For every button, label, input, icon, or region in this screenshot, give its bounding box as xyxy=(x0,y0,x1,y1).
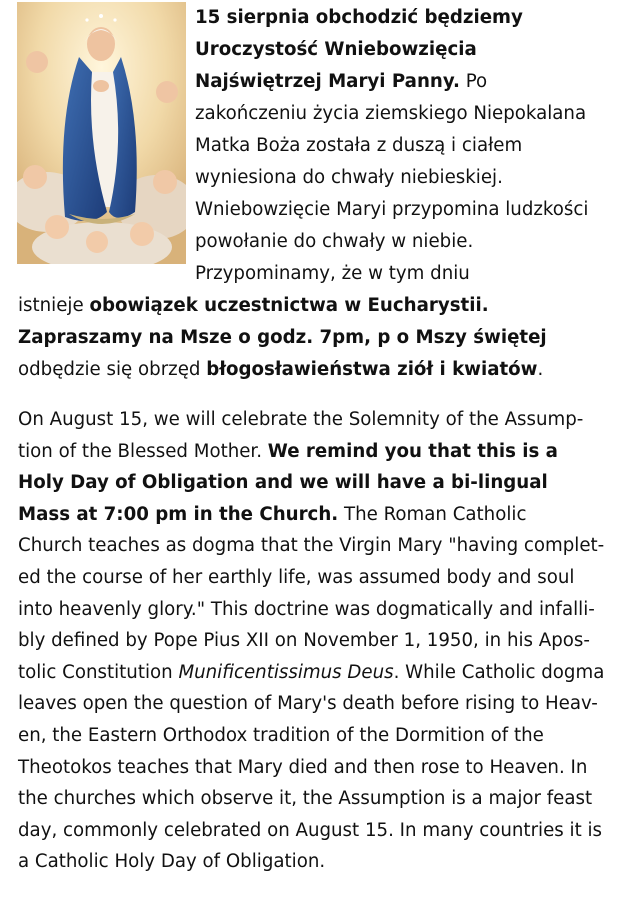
polish-line: Uroczystość Wniebowzięcia xyxy=(195,39,477,60)
polish-line: powołanie do chwały w niebie. xyxy=(195,231,474,252)
assumption-of-mary-painting xyxy=(17,2,186,264)
obligation-notice: We remind you that this is a xyxy=(267,440,558,462)
blessing-notice: błogosławieństwa ziół i kwiatów xyxy=(206,359,538,380)
english-line xyxy=(18,436,628,468)
english-text: . While Catholic dogma xyxy=(393,661,605,683)
english-line: en, the Eastern Orthodox tradition of the Dormition of the xyxy=(18,724,544,746)
polish-line: Matka Boża została z duszą i ciałem xyxy=(195,135,523,156)
english-text: The Roman Catholic xyxy=(338,503,527,525)
mass-time-notice: Mass at 7:00 pm in the Church. xyxy=(18,503,339,525)
english-line: leaves open the question of Mary's death before rising to Heav- xyxy=(18,693,598,715)
english-text: tolic Constitution xyxy=(18,661,179,683)
english-text: tion of the Blessed Mother. xyxy=(18,440,268,462)
english-line: the churches which observe it, the Assumption is a major feast xyxy=(18,788,593,810)
polish-text: Po xyxy=(459,71,488,92)
polish-line: wyniesiona do chwały niebieskiej. xyxy=(195,167,503,188)
virgin-mary-icon xyxy=(17,2,186,264)
english-line: Church teaches as dogma that the Virgin Mary "having complet- xyxy=(18,535,605,557)
polish-line: zakończeniu życia ziemskiego Niepokalana xyxy=(195,103,587,124)
polish-text: istnieje xyxy=(18,295,90,316)
obligation-notice: obowiązek uczestnictwa w Eucharystii. xyxy=(89,295,489,316)
english-line: day, commonly celebrated on August 15. In many countries it is xyxy=(18,819,603,841)
polish-line: Przypominamy, że w tym dniu xyxy=(195,263,470,284)
polish-text: . xyxy=(537,359,544,380)
polish-line: 15 sierpnia obchodzić będziemy xyxy=(195,7,523,28)
english-line xyxy=(18,499,628,531)
english-line: a Catholic Holy Day of Obligation. xyxy=(18,851,326,873)
polish-line xyxy=(18,290,628,322)
english-line: ed the course of her earthly life, was assumed body and soul xyxy=(18,566,575,588)
english-announcement xyxy=(18,404,628,878)
polish-line: Wniebowzięcie Maryi przypomina ludzkości xyxy=(195,199,589,220)
polish-announcement-continued xyxy=(18,290,628,386)
english-line xyxy=(18,657,628,689)
mass-time-notice: Zapraszamy na Msze o godz. 7pm, p o Mszy świętej xyxy=(18,327,547,348)
polish-line xyxy=(195,66,635,98)
document-title: Munificentissimus Deus xyxy=(178,661,394,683)
polish-text: odbędzie się obrzęd xyxy=(18,359,207,380)
english-line: On August 15, we will celebrate the Solemnity of the Assump- xyxy=(18,409,584,430)
polish-announcement xyxy=(195,2,635,290)
english-line: Holy Day of Obligation and we will have a bi-lingual xyxy=(18,472,548,494)
english-line: bly defined by Pope Pius XII on November 1, 1950, in his Apos- xyxy=(18,630,590,652)
english-line: Theotokos teaches that Mary died and then rose to Heaven. In xyxy=(18,756,588,778)
feast-name: Najświętrzej Maryi Panny. xyxy=(195,71,460,92)
polish-line xyxy=(18,354,628,386)
english-line: into heavenly glory." This doctrine was dogmatically and infalli- xyxy=(18,598,595,620)
